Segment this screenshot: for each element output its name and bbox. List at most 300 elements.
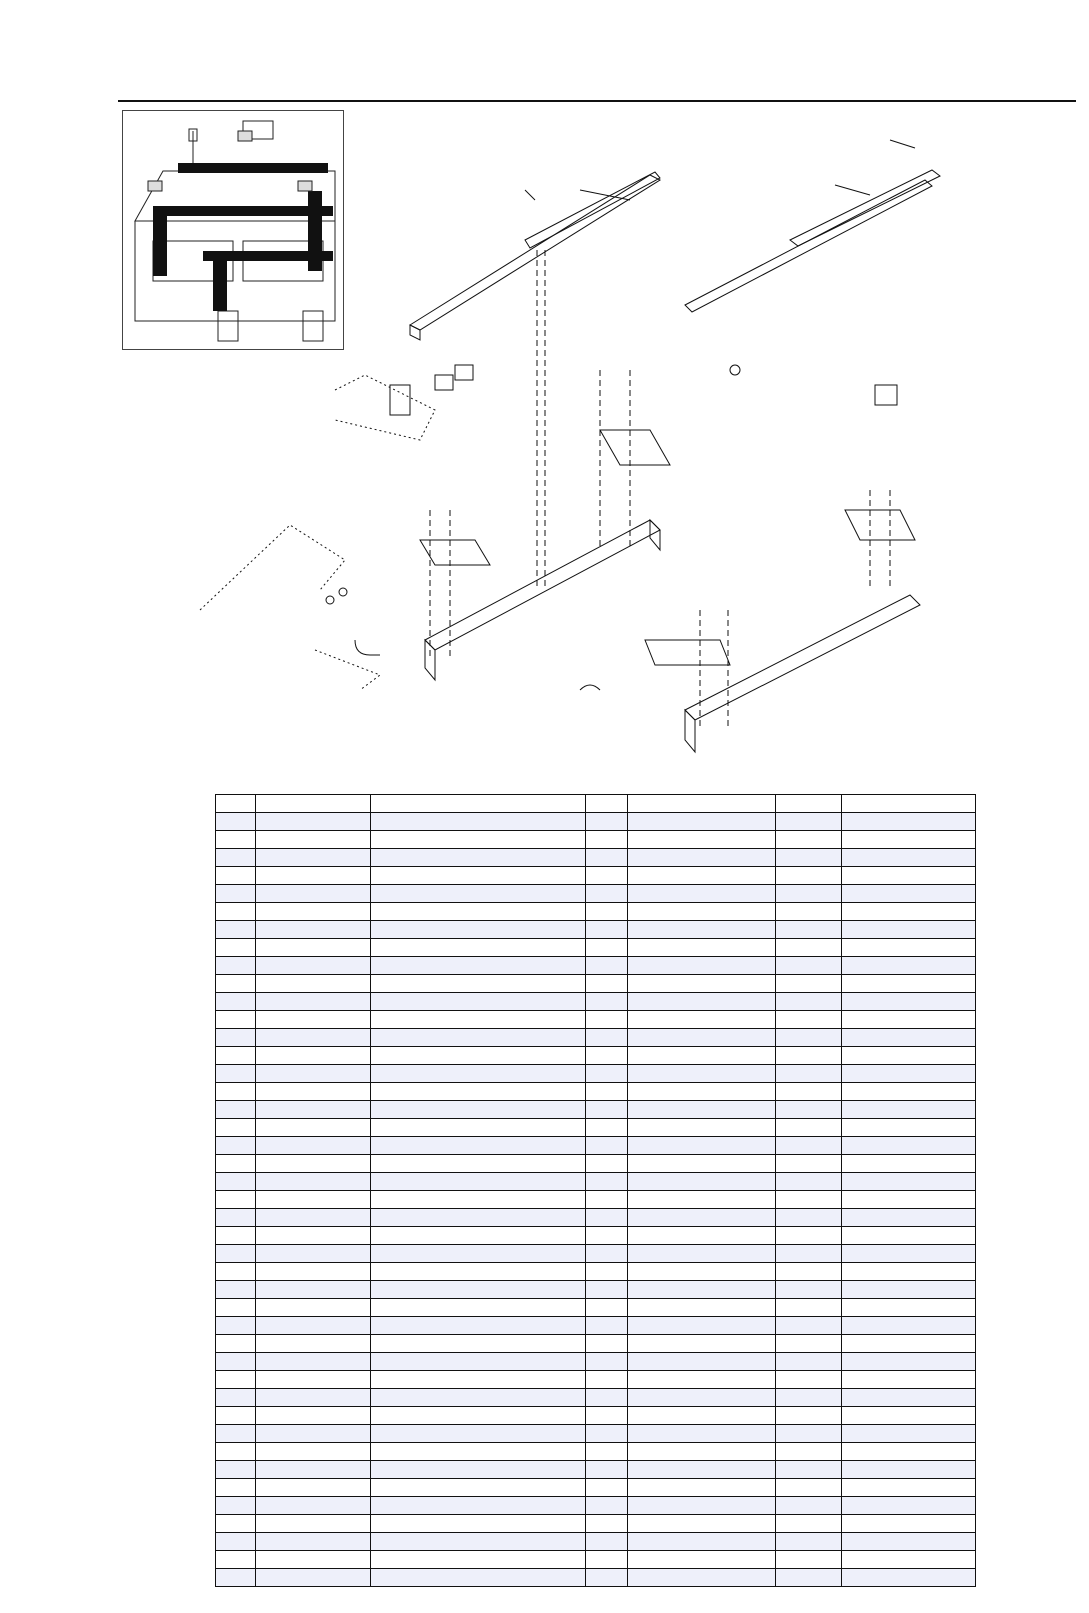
table-row <box>216 885 976 903</box>
table-cell <box>586 1317 628 1335</box>
table-cell <box>371 1533 586 1551</box>
table-cell <box>842 1083 976 1101</box>
table-cell <box>216 921 256 939</box>
table-cell <box>216 1155 256 1173</box>
table-cell <box>628 903 776 921</box>
table-row <box>216 831 976 849</box>
table-cell <box>256 1155 371 1173</box>
table-cell <box>842 1551 976 1569</box>
table-cell <box>371 831 586 849</box>
table-cell <box>628 1173 776 1191</box>
table-row <box>216 1443 976 1461</box>
table-cell <box>628 1047 776 1065</box>
table-cell <box>216 1551 256 1569</box>
table-row <box>216 1209 976 1227</box>
table-cell <box>216 1209 256 1227</box>
table-row <box>216 813 976 831</box>
table-cell <box>628 1551 776 1569</box>
table-cell <box>776 993 842 1011</box>
table-cell <box>776 903 842 921</box>
table-cell <box>586 885 628 903</box>
table-cell <box>776 1191 842 1209</box>
table-cell <box>371 1515 586 1533</box>
table-cell <box>628 1281 776 1299</box>
table-cell <box>256 903 371 921</box>
table-cell <box>216 1479 256 1497</box>
table-row <box>216 1047 976 1065</box>
table-cell <box>842 813 976 831</box>
table-cell <box>586 1533 628 1551</box>
table-cell <box>776 1173 842 1191</box>
table-cell <box>586 1209 628 1227</box>
table-cell <box>216 1245 256 1263</box>
table-cell <box>586 1299 628 1317</box>
table-row <box>216 1551 976 1569</box>
table-cell <box>256 1317 371 1335</box>
table-cell <box>371 1281 586 1299</box>
table-cell <box>776 1551 842 1569</box>
table-cell <box>776 1011 842 1029</box>
table-row <box>216 1515 976 1533</box>
table-cell <box>371 993 586 1011</box>
table-cell <box>776 1479 842 1497</box>
table-cell <box>628 1191 776 1209</box>
table-cell <box>842 795 976 813</box>
table-cell <box>256 1425 371 1443</box>
table-cell <box>776 939 842 957</box>
exploded-diagram <box>180 120 1060 760</box>
table-cell <box>216 1065 256 1083</box>
table-cell <box>586 1065 628 1083</box>
table-cell <box>586 1173 628 1191</box>
table-cell <box>628 795 776 813</box>
table-cell <box>628 1137 776 1155</box>
table-cell <box>216 1227 256 1245</box>
table-cell <box>256 939 371 957</box>
table-cell <box>371 1263 586 1281</box>
table-cell <box>586 1425 628 1443</box>
table-cell <box>628 1389 776 1407</box>
table-cell <box>371 1209 586 1227</box>
table-cell <box>628 1371 776 1389</box>
table-cell <box>776 1461 842 1479</box>
table-cell <box>586 1497 628 1515</box>
table-cell <box>776 795 842 813</box>
table-cell <box>371 1155 586 1173</box>
table-cell <box>371 1479 586 1497</box>
table-cell <box>256 1497 371 1515</box>
table-cell <box>776 1245 842 1263</box>
table-cell <box>776 1533 842 1551</box>
table-cell <box>256 957 371 975</box>
table-cell <box>256 795 371 813</box>
table-row <box>216 1101 976 1119</box>
table-cell <box>842 885 976 903</box>
table-cell <box>586 1515 628 1533</box>
table-cell <box>586 849 628 867</box>
table-cell <box>842 1263 976 1281</box>
table-cell <box>216 1263 256 1281</box>
table-cell <box>216 993 256 1011</box>
table-row <box>216 1299 976 1317</box>
table-cell <box>628 975 776 993</box>
table-cell <box>216 1047 256 1065</box>
table-row <box>216 1119 976 1137</box>
table-cell <box>776 1317 842 1335</box>
table-cell <box>628 1461 776 1479</box>
table-cell <box>216 939 256 957</box>
table-cell <box>842 1353 976 1371</box>
table-cell <box>256 1191 371 1209</box>
table-cell <box>776 1137 842 1155</box>
table-cell <box>776 1371 842 1389</box>
table-row <box>216 903 976 921</box>
table-row <box>216 921 976 939</box>
table-cell <box>842 849 976 867</box>
table-cell <box>776 1119 842 1137</box>
table-cell <box>371 1335 586 1353</box>
table-cell <box>371 1497 586 1515</box>
table-cell <box>371 1011 586 1029</box>
table-cell <box>628 1407 776 1425</box>
table-cell <box>776 1065 842 1083</box>
table-cell <box>586 975 628 993</box>
table-cell <box>256 1551 371 1569</box>
table-row <box>216 1029 976 1047</box>
table-cell <box>371 1173 586 1191</box>
table-cell <box>586 795 628 813</box>
table-cell <box>371 975 586 993</box>
table-cell <box>776 1425 842 1443</box>
table-cell <box>776 1263 842 1281</box>
table-cell <box>586 1335 628 1353</box>
table-cell <box>586 939 628 957</box>
table-cell <box>216 1083 256 1101</box>
table-cell <box>371 1227 586 1245</box>
table-cell <box>371 1389 586 1407</box>
table-cell <box>371 1299 586 1317</box>
table-cell <box>256 1083 371 1101</box>
table-cell <box>628 1317 776 1335</box>
table-cell <box>256 831 371 849</box>
table-row <box>216 1083 976 1101</box>
table-cell <box>628 1065 776 1083</box>
table-cell <box>842 1461 976 1479</box>
table-cell <box>842 1119 976 1137</box>
table-cell <box>842 939 976 957</box>
table-cell <box>256 1137 371 1155</box>
table-cell <box>586 1137 628 1155</box>
table-cell <box>776 921 842 939</box>
table-cell <box>842 1371 976 1389</box>
table-cell <box>776 867 842 885</box>
table-cell <box>628 1029 776 1047</box>
table-row <box>216 1407 976 1425</box>
table-cell <box>842 921 976 939</box>
table-cell <box>256 867 371 885</box>
table-row <box>216 975 976 993</box>
table-cell <box>842 1317 976 1335</box>
table-header-row <box>216 795 976 813</box>
table-cell <box>842 1191 976 1209</box>
table-cell <box>256 1407 371 1425</box>
table-cell <box>586 903 628 921</box>
table-cell <box>776 1029 842 1047</box>
table-row <box>216 1353 976 1371</box>
table-cell <box>842 1407 976 1425</box>
table-cell <box>628 1101 776 1119</box>
table-cell <box>776 975 842 993</box>
table-row <box>216 1263 976 1281</box>
table-cell <box>216 1029 256 1047</box>
table-cell <box>371 903 586 921</box>
table-cell <box>586 867 628 885</box>
table-cell <box>776 1407 842 1425</box>
table-cell <box>216 903 256 921</box>
exploded-parts-svg <box>180 120 1060 760</box>
table-cell <box>256 1263 371 1281</box>
table-cell <box>256 1299 371 1317</box>
table-cell <box>216 975 256 993</box>
table-cell <box>586 1191 628 1209</box>
table-cell <box>628 939 776 957</box>
table-cell <box>776 1101 842 1119</box>
table-cell <box>371 849 586 867</box>
table-cell <box>371 1407 586 1425</box>
table-cell <box>216 867 256 885</box>
table-cell <box>776 1209 842 1227</box>
table-cell <box>586 1029 628 1047</box>
table-cell <box>256 1443 371 1461</box>
table-cell <box>628 1245 776 1263</box>
table-cell <box>628 1083 776 1101</box>
table-row <box>216 849 976 867</box>
table-cell <box>216 1011 256 1029</box>
table-cell <box>628 1353 776 1371</box>
table-row <box>216 1533 976 1551</box>
table-cell <box>371 1047 586 1065</box>
table-cell <box>842 1569 976 1587</box>
table-cell <box>586 1551 628 1569</box>
table-cell <box>216 1317 256 1335</box>
table-cell <box>842 1029 976 1047</box>
table-cell <box>586 1569 628 1587</box>
table-cell <box>256 921 371 939</box>
table-cell <box>371 1245 586 1263</box>
table-cell <box>776 1299 842 1317</box>
table-cell <box>586 1155 628 1173</box>
table-row <box>216 1425 976 1443</box>
table-row <box>216 1317 976 1335</box>
table-cell <box>842 993 976 1011</box>
table-cell <box>842 1281 976 1299</box>
table-cell <box>842 1335 976 1353</box>
table-cell <box>371 795 586 813</box>
table-cell <box>216 1515 256 1533</box>
table-cell <box>371 1119 586 1137</box>
table-cell <box>628 921 776 939</box>
table-cell <box>256 1389 371 1407</box>
table-cell <box>842 1299 976 1317</box>
table-cell <box>216 1425 256 1443</box>
table-cell <box>776 813 842 831</box>
table-row <box>216 1155 976 1173</box>
table-cell <box>216 831 256 849</box>
table-cell <box>256 1011 371 1029</box>
table-cell <box>256 1227 371 1245</box>
table-cell <box>371 1461 586 1479</box>
table-cell <box>256 1281 371 1299</box>
table-row <box>216 1389 976 1407</box>
table-cell <box>628 1569 776 1587</box>
table-cell <box>842 1155 976 1173</box>
table-cell <box>628 1299 776 1317</box>
table-cell <box>628 885 776 903</box>
table-cell <box>628 1479 776 1497</box>
table-cell <box>371 867 586 885</box>
table-cell <box>586 831 628 849</box>
table-cell <box>256 813 371 831</box>
table-cell <box>216 795 256 813</box>
table-row <box>216 1479 976 1497</box>
table-cell <box>776 885 842 903</box>
table-cell <box>586 957 628 975</box>
table-cell <box>842 1065 976 1083</box>
table-cell <box>776 1155 842 1173</box>
table-row <box>216 1011 976 1029</box>
table-cell <box>628 1119 776 1137</box>
table-cell <box>628 831 776 849</box>
table-cell <box>628 1227 776 1245</box>
table-cell <box>586 1353 628 1371</box>
table-row <box>216 957 976 975</box>
table-cell <box>216 1299 256 1317</box>
table-cell <box>371 1443 586 1461</box>
table-cell <box>371 1371 586 1389</box>
table-cell <box>842 867 976 885</box>
table-cell <box>216 1101 256 1119</box>
table-cell <box>586 1227 628 1245</box>
table-cell <box>256 1335 371 1353</box>
table-cell <box>256 1047 371 1065</box>
table-cell <box>216 1173 256 1191</box>
table-cell <box>628 1155 776 1173</box>
table-cell <box>371 1551 586 1569</box>
table-cell <box>371 939 586 957</box>
table-cell <box>586 993 628 1011</box>
table-cell <box>842 1209 976 1227</box>
table-cell <box>256 1479 371 1497</box>
table-cell <box>776 1047 842 1065</box>
table-cell <box>776 849 842 867</box>
table-cell <box>586 813 628 831</box>
table-cell <box>256 1515 371 1533</box>
table-cell <box>586 1119 628 1137</box>
table-row <box>216 1065 976 1083</box>
table-cell <box>628 813 776 831</box>
table-cell <box>842 1137 976 1155</box>
table-row <box>216 939 976 957</box>
table-cell <box>842 1533 976 1551</box>
table-cell <box>776 1227 842 1245</box>
table-cell <box>628 867 776 885</box>
table-cell <box>842 903 976 921</box>
table-cell <box>776 1443 842 1461</box>
table-cell <box>628 1209 776 1227</box>
table-cell <box>371 921 586 939</box>
table-cell <box>586 1479 628 1497</box>
table-cell <box>776 1515 842 1533</box>
table-cell <box>256 1371 371 1389</box>
table-cell <box>628 1497 776 1515</box>
table-cell <box>842 1515 976 1533</box>
table-row <box>216 1227 976 1245</box>
parts-table-body <box>216 795 976 1587</box>
table-cell <box>628 1443 776 1461</box>
table-cell <box>628 1515 776 1533</box>
table-row <box>216 1173 976 1191</box>
table-cell <box>842 831 976 849</box>
table-row <box>216 1461 976 1479</box>
table-cell <box>586 1263 628 1281</box>
table-cell <box>216 849 256 867</box>
table-cell <box>371 1137 586 1155</box>
table-cell <box>842 975 976 993</box>
table-cell <box>216 1497 256 1515</box>
table-cell <box>628 957 776 975</box>
table-cell <box>628 849 776 867</box>
table-cell <box>216 1353 256 1371</box>
table-cell <box>586 921 628 939</box>
table-cell <box>371 1317 586 1335</box>
table-cell <box>628 1011 776 1029</box>
table-cell <box>371 1569 586 1587</box>
table-cell <box>371 1101 586 1119</box>
table-cell <box>628 1533 776 1551</box>
table-cell <box>776 1335 842 1353</box>
table-row <box>216 1569 976 1587</box>
table-cell <box>256 885 371 903</box>
table-cell <box>256 1569 371 1587</box>
table-cell <box>216 1407 256 1425</box>
table-cell <box>256 1065 371 1083</box>
table-cell <box>586 1047 628 1065</box>
table-row <box>216 1371 976 1389</box>
table-cell <box>256 1173 371 1191</box>
table-row <box>216 993 976 1011</box>
table-row <box>216 1245 976 1263</box>
table-cell <box>586 1407 628 1425</box>
table-cell <box>776 1281 842 1299</box>
table-cell <box>842 1389 976 1407</box>
table-row <box>216 867 976 885</box>
table-cell <box>586 1101 628 1119</box>
table-cell <box>371 1353 586 1371</box>
table-cell <box>628 993 776 1011</box>
table-cell <box>256 975 371 993</box>
table-cell <box>776 1353 842 1371</box>
table-row <box>216 1281 976 1299</box>
table-cell <box>216 1443 256 1461</box>
table-cell <box>256 1119 371 1137</box>
table-cell <box>371 1083 586 1101</box>
table-cell <box>216 1281 256 1299</box>
table-cell <box>256 1101 371 1119</box>
table-cell <box>256 1353 371 1371</box>
table-cell <box>256 1245 371 1263</box>
table-cell <box>216 885 256 903</box>
table-cell <box>256 993 371 1011</box>
